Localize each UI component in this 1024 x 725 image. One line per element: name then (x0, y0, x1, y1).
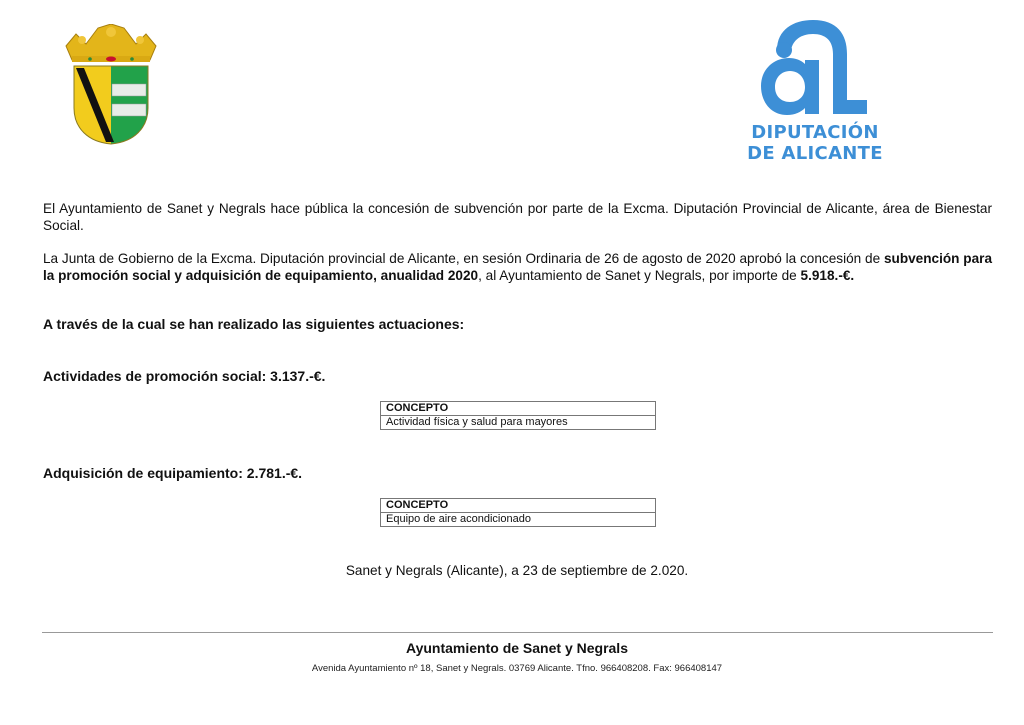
table-header-cell: CONCEPTO (381, 499, 656, 513)
table-row (381, 416, 656, 430)
concept-table-promotion (380, 401, 656, 430)
actions-heading: A través de la cual se han realizado las siguientes actuaciones: (43, 316, 465, 332)
shield-icon (74, 66, 148, 144)
al-mark-icon (735, 10, 895, 120)
table-cell: Equipo de aire acondicionado (381, 513, 656, 527)
table-cell: Actividad física y salud para mayores (381, 416, 656, 430)
section-heading-equipment: Adquisición de equipamiento: 2.781.-€. (43, 465, 303, 481)
diputacion-line1: DIPUTACIÓN (751, 122, 879, 143)
total-amount: 5.918.-€. (800, 268, 855, 283)
table-header-row (381, 499, 656, 513)
footer-address: Avenida Ayuntamiento nº 18, Sanet y Negrals. 03769 Alicante. Tfno. 966408208. Fax: 966408147 (311, 663, 723, 674)
footer-divider (42, 632, 993, 633)
crown-icon (66, 24, 156, 62)
diputacion-line2: DE ALICANTE (747, 143, 883, 164)
table-header-row (381, 402, 656, 416)
resolution-text-a: La Junta de Gobierno de la Excma. Diputación provincial de Alicante, en sesión Ordinaria de 26 de agosto de 2020 aprobó la concesión de (43, 251, 884, 266)
footer-organization-name: Ayuntamiento de Sanet y Negrals (406, 640, 628, 656)
coat-of-arms-logo (58, 24, 164, 148)
subsidy-title: subvención para la promoción social y adquisición de equipamiento, anualidad 2020 (43, 251, 993, 283)
resolution-text-c: , al Ayuntamiento de Sanet y Negrals, por importe de (478, 268, 801, 283)
table-row (381, 513, 656, 527)
date-line: Sanet y Negrals (Alicante), a 23 de septiembre de 2.020. (345, 563, 689, 578)
intro-paragraph: El Ayuntamiento de Sanet y Negrals hace pública la concesión de subvención por parte de la Excma. Diputación Provincial de Alicante, área de Bienestar Social. (43, 201, 992, 233)
section-heading-promotion: Actividades de promoción social: 3.137.-€. (43, 368, 326, 384)
table-header-cell: CONCEPTO (381, 402, 656, 416)
resolution-paragraph (43, 250, 992, 284)
diputacion-alicante-logo (735, 10, 895, 170)
concept-table-equipment (380, 498, 656, 527)
